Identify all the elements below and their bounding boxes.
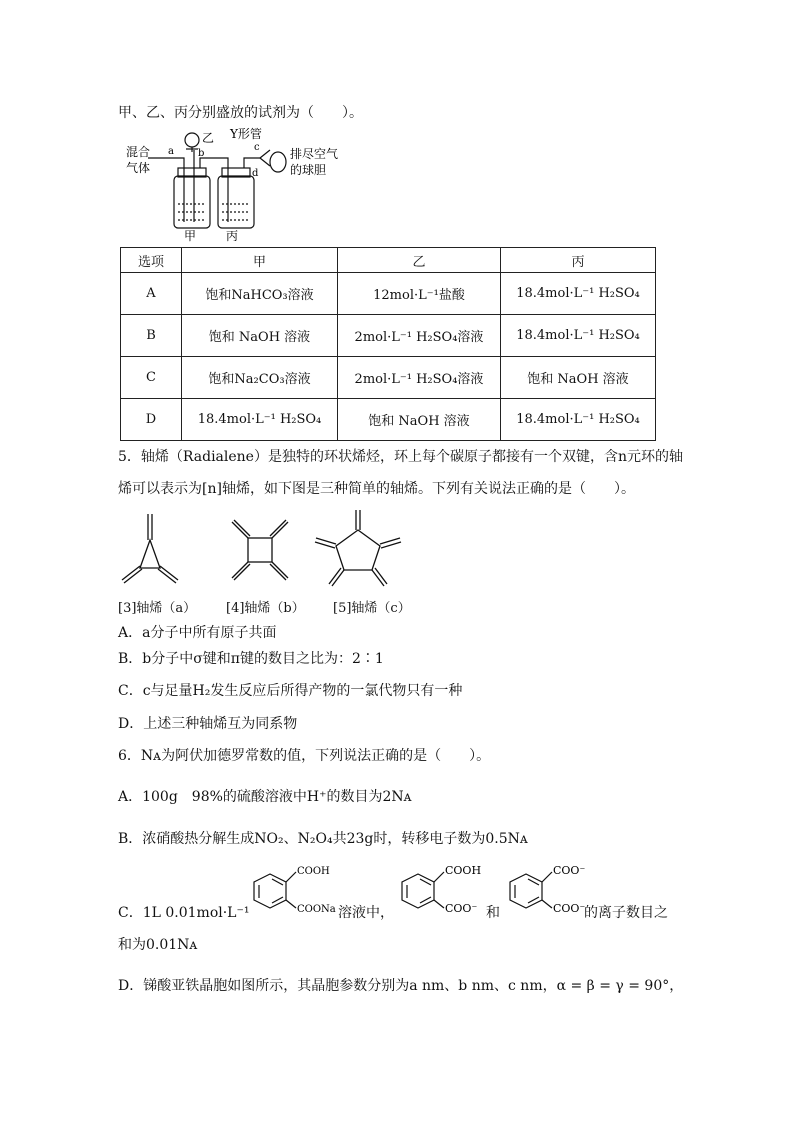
- label-mixed-gas-1: 混合: [126, 145, 151, 159]
- table-header-row: [121, 248, 656, 273]
- table-cell: A: [121, 273, 182, 315]
- table-header-cell: 乙: [338, 248, 501, 273]
- table-cell: 18.4mol·L⁻¹ H₂SO₄: [501, 399, 656, 441]
- label-bulb-2: 的球胆: [290, 163, 327, 177]
- label-y-tube: Y形管: [230, 127, 262, 141]
- label-coo-minus: COO⁻: [445, 902, 478, 915]
- table-cell: 12mol·L⁻¹盐酸: [338, 273, 501, 315]
- benzene-struct-3: [506, 858, 596, 924]
- radialene-structures: [118, 508, 408, 588]
- radialene-3-structure: [122, 514, 178, 583]
- q5-option-c: C．c与足量H₂发生反应后所得产物的一氯代物只有一种: [118, 683, 463, 699]
- caption-radialene-4: [4]轴烯（b）: [226, 601, 305, 616]
- label-bulb-1: 排尽空气: [290, 147, 339, 161]
- caption-radialene-3: [3]轴烯（a）: [118, 601, 197, 616]
- q6-option-c-line2: 和为0.01Nᴀ: [118, 937, 198, 953]
- table-cell: 饱和 NaOH 溶液: [182, 315, 338, 357]
- q6-option-c-prefix: C．1L 0.01mol·L⁻¹: [118, 905, 250, 921]
- q6-option-a: A．100g 98%的硫酸溶液中H⁺的数目为2Nᴀ: [118, 789, 412, 805]
- label-cooh: COOH: [445, 864, 482, 877]
- label-coo-minus: COO⁻: [553, 902, 586, 915]
- q6-option-c-mid2: 和: [486, 905, 500, 921]
- q5-option-b: B．b分子中σ键和π键的数目之比为：2∶1: [118, 651, 384, 667]
- benzene-struct-2: [398, 858, 498, 924]
- table-cell: 饱和 NaOH 溶液: [338, 399, 501, 441]
- benzene-struct-1: [250, 858, 350, 924]
- table-cell: B: [121, 315, 182, 357]
- table-cell: 饱和 NaOH 溶液: [501, 357, 656, 399]
- label-port-d: d: [252, 168, 259, 179]
- table-cell: 18.4mol·L⁻¹ H₂SO₄: [501, 315, 656, 357]
- q6-option-c-suffix: 的离子数目之: [584, 905, 668, 921]
- table-row: [121, 315, 656, 357]
- label-port-a: a: [168, 146, 174, 157]
- q6-stem: 6．Nᴀ为阿伏加德罗常数的值，下列说法正确的是（ ）。: [118, 748, 491, 764]
- label-coona: COONa: [297, 904, 336, 915]
- table-cell: D: [121, 399, 182, 441]
- label-yi: 乙: [202, 131, 215, 145]
- label-port-b: b: [198, 148, 205, 159]
- label-coo-minus: COO⁻: [553, 864, 586, 877]
- table-cell: 饱和Na₂CO₃溶液: [182, 357, 338, 399]
- q5-option-d: D．上述三种轴烯互为同系物: [118, 716, 298, 732]
- table-cell: 18.4mol·L⁻¹ H₂SO₄: [501, 273, 656, 315]
- q5-option-a: A．a分子中所有原子共面: [118, 625, 277, 641]
- label-jia: 甲: [184, 229, 197, 243]
- table-cell: 2mol·L⁻¹ H₂SO₄溶液: [338, 357, 501, 399]
- table-cell: 18.4mol·L⁻¹ H₂SO₄: [182, 399, 338, 441]
- label-bing: 丙: [226, 229, 239, 243]
- options-table: [120, 247, 656, 441]
- radialene-4-structure: [232, 520, 288, 580]
- label-cooh: COOH: [297, 866, 330, 877]
- table-row: [121, 357, 656, 399]
- q5-stem-line2: 烯可以表示为[n]轴烯，如下图是三种简单的轴烯。下列有关说法正确的是（ ）。: [118, 481, 635, 497]
- q4-stem: 甲、乙、丙分别盛放的试剂为（ ）。: [118, 105, 363, 121]
- q6-option-d: D．锑酸亚铁晶胞如图所示，其晶胞参数分别为a nm、b nm、c nm，α = β = γ = 90°，: [118, 978, 684, 994]
- table-cell: C: [121, 357, 182, 399]
- table-header-cell: 选项: [121, 248, 182, 273]
- q6-option-c-mid1: 溶液中，: [338, 905, 394, 921]
- table-row: [121, 273, 656, 315]
- apparatus-diagram: [120, 126, 360, 244]
- label-mixed-gas-2: 气体: [126, 161, 151, 175]
- caption-radialene-5: [5]轴烯（c）: [333, 601, 411, 616]
- q6-option-b: B．浓硝酸热分解生成NO₂、N₂O₄共23g时，转移电子数为0.5Nᴀ: [118, 831, 528, 847]
- q5-stem-line1: 5．轴烯（Radialene）是独特的环状烯烃，环上每个碳原子都接有一个双键，含n元环的轴: [118, 449, 683, 465]
- label-port-c: c: [254, 142, 260, 153]
- table-cell: 2mol·L⁻¹ H₂SO₄溶液: [338, 315, 501, 357]
- radialene-5-structure: [315, 510, 401, 586]
- table-row: [121, 399, 656, 441]
- table-header-cell: 丙: [501, 248, 656, 273]
- table-cell: 饱和NaHCO₃溶液: [182, 273, 338, 315]
- table-header-cell: 甲: [182, 248, 338, 273]
